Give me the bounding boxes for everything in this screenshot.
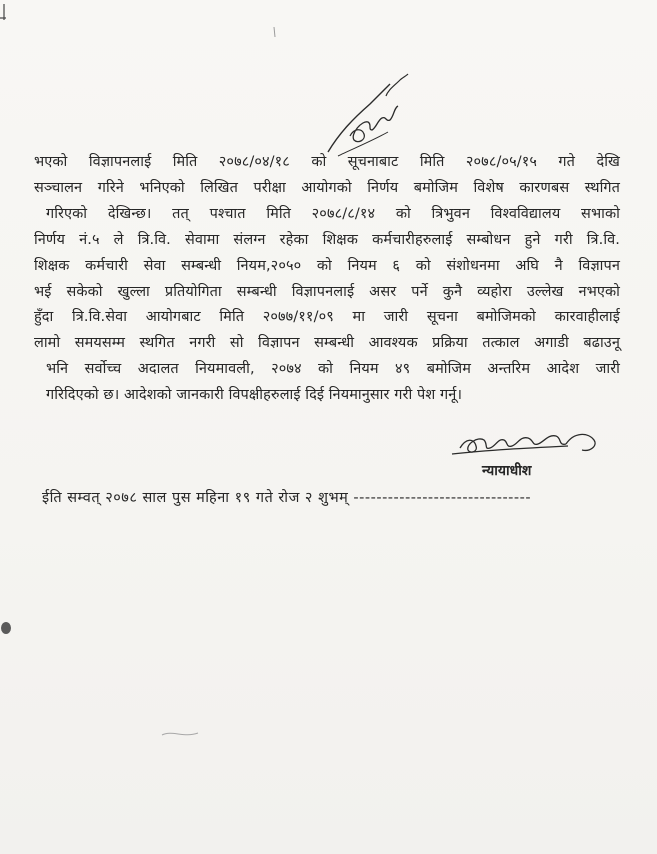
body-line: भएको विज्ञापनलाई मिति २०७८/०४/१८ को सूचनाबाट मिति २०७८/०५/१५ गते देखि	[34, 154, 620, 170]
closing-text: ईति सम्वत् २०७८ साल पुस महिना १९ गते रोज २ शुभम् -------------------------------	[42, 490, 532, 506]
scan-speck	[272, 26, 278, 38]
left-edge-mark	[0, 620, 14, 636]
body-line: निर्णय नं.५ ले त्रि.वि. सेवामा संलग्न रहेका शिक्षक कर्मचारीहरुलाई सम्बोधन हुने गरी त्रि.वि.	[34, 231, 620, 248]
body-line: लामो समयसम्म स्थगित नगरी सो विज्ञापन सम्बन्धी आवश्यक प्रक्रिया तत्काल अगाडी बढाउनू	[34, 335, 620, 352]
body-line: भई सकेको खुल्ला प्रतियोगिता सम्बन्धी विज्ञापनलाई असर पर्ने कुनै व्यहोरा उल्लेख नभएको	[34, 283, 620, 300]
judge-title: न्यायाधीश	[482, 463, 532, 479]
initials-signature	[310, 62, 420, 162]
body-line: हुँदा त्रि.वि.सेवा आयोगबाट मिति २०७७/११/०९ मा जारी सूचना बमोजिमको कारवाहीलाई	[34, 309, 620, 326]
body-line: सञ्चालन गरिने भनिएको लिखित परीक्षा आयोगको निर्णय बमोजिम विशेष कारणबस स्थगित	[34, 179, 620, 196]
closing-line	[42, 487, 531, 507]
corner-mark	[0, 0, 20, 24]
body-line: भनि सर्वोच्च अदालत नियमावली, २०७४ को नियम ४९ बमोजिम अन्तरिम आदेश जारी	[46, 361, 620, 378]
body-line: शिक्षक कर्मचारी सेवा सम्बन्धी नियम,२०५० को नियम ६ को संशोधनमा अघि नै विज्ञापन	[34, 257, 620, 274]
order-body	[34, 150, 620, 409]
body-line: गरिएको देखिन्छ। तत् पश्चात मिति २०७८/८/१४ को त्रिभुवन विश्वविद्यालय सभाको	[46, 205, 620, 222]
scan-speck	[160, 728, 200, 740]
body-line: गरिदिएको छ। आदेशको जानकारी विपक्षीहरुलाई दिई नियमानुसार गरी पेश गर्नू।	[46, 387, 463, 404]
